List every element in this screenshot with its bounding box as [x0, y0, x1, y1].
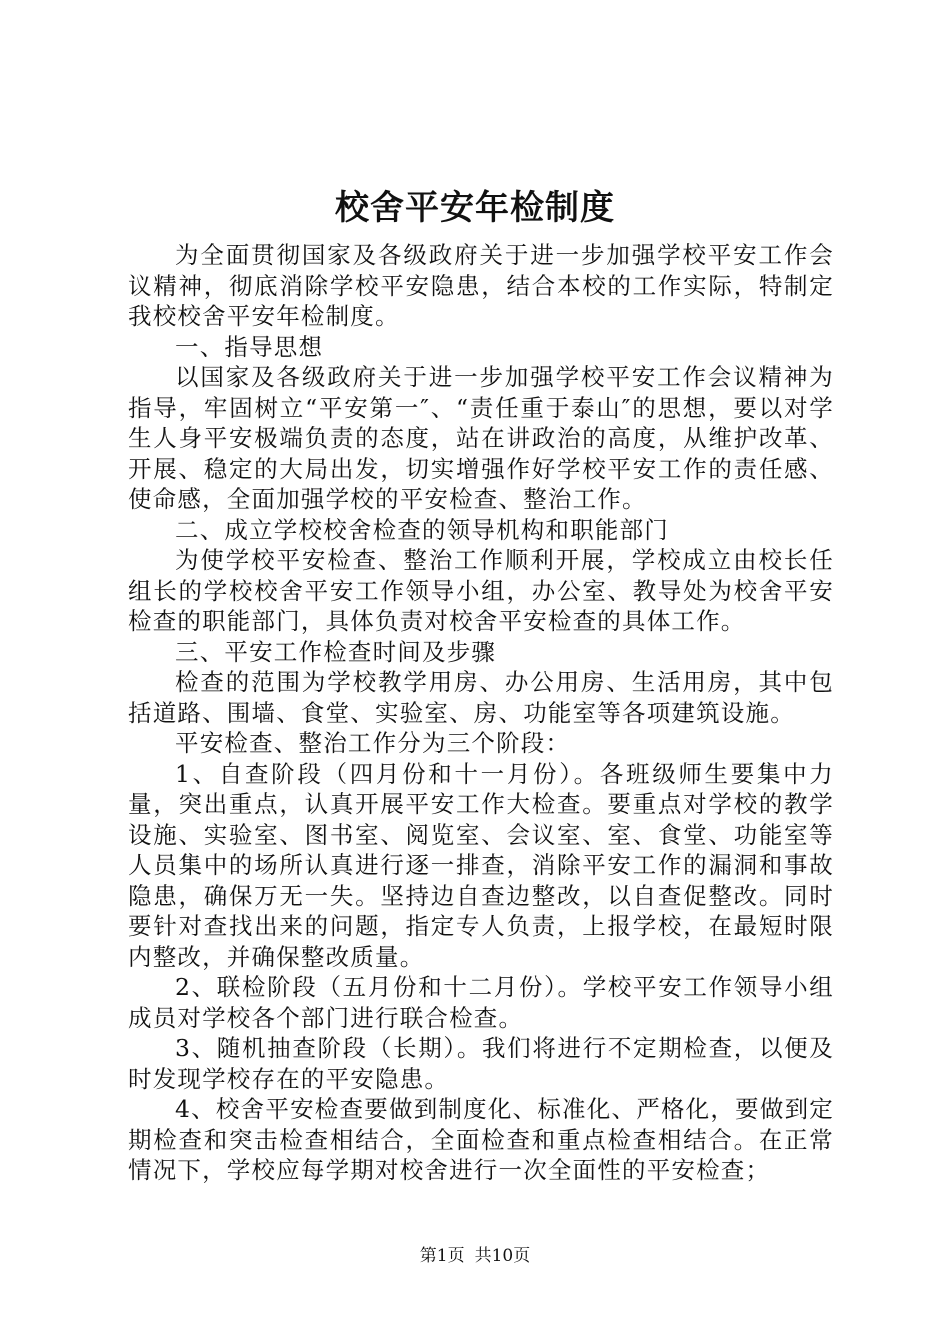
- document-body: [128, 240, 834, 1186]
- page-total: 共10页: [474, 1246, 531, 1266]
- heading-inspection-schedule: 三、平安工作检查时间及步骤: [175, 637, 497, 666]
- paragraph-stage-joint-check: 2、联检阶段（五月份和十二月份）。学校平安工作领导小组成员对学校各个部门进行联合检查。: [128, 973, 834, 1032]
- heading-leadership-organization: 二、成立学校校舍检查的领导机构和职能部门: [175, 515, 669, 544]
- paragraph-guiding-ideology: 以国家及各级政府关于进一步加强学校平安工作会议精神为指导，牢固树立“平安第一″、“责任重于泰山″的思想，要以对学生人身平安极端负责的态度，站在讲政治的高度，从维护改革、开展、稳定的大局出发，切实增强作好学校平安工作的责任感、使命感，全面加强学校的平安检查、整治工作。: [128, 363, 834, 513]
- paragraph-inspection-requirements: 4、校舍平安检查要做到制度化、标准化、严格化，要做到定期检查和突击检查相结合，全面检查和重点检查相结合。在正常情况下，学校应每学期对校舍进行一次全面性的平安检查；: [128, 1095, 834, 1184]
- paragraph-stage-random-check: 3、随机抽查阶段（长期）。我们将进行不定期检查，以便及时发现学校存在的平安隐患。: [128, 1034, 834, 1093]
- paragraph-stage-self-check: 1、自查阶段（四月份和十一月份）。各班级师生要集中力量，突出重点，认真开展平安工作大检查。要重点对学校的教学设施、实验室、图书室、阅览室、会议室、室、食堂、功能室等人员集中的场所认真进行逐一排查，消除平安工作的漏洞和事故隐患，确保万无一失。坚持边自查边整改，以自查促整改。同时要针对查找出来的问题，指定专人负责，上报学校，在最短时限内整改，并确保整改质量。: [128, 759, 834, 971]
- paragraph-three-stages: 平安检查、整治工作分为三个阶段：: [175, 729, 571, 757]
- paragraph-intro: 为全面贯彻国家及各级政府关于进一步加强学校平安工作会议精神，彻底消除学校平安隐患，结合本校的工作实际，特制定我校校舍平安年检制度。: [128, 241, 834, 330]
- page-number: 第1页: [419, 1246, 465, 1266]
- heading-guiding-ideology: 一、指导思想: [175, 332, 324, 361]
- paragraph-leadership-organization: 为使学校平安检查、整治工作顺利开展，学校成立由校长任组长的学校校舍平安工作领导小组，办公室、教导处为校舍平安检查的职能部门，具体负责对校舍平安检查的具体工作。: [128, 546, 834, 635]
- page-footer: [0, 1244, 950, 1268]
- paragraph-inspection-scope: 检查的范围为学校教学用房、办公用房、生活用房，其中包括道路、围墙、食堂、实验室、房、功能室等各项建筑设施。: [128, 668, 834, 727]
- document-title: 校舍平安年检制度: [335, 188, 615, 228]
